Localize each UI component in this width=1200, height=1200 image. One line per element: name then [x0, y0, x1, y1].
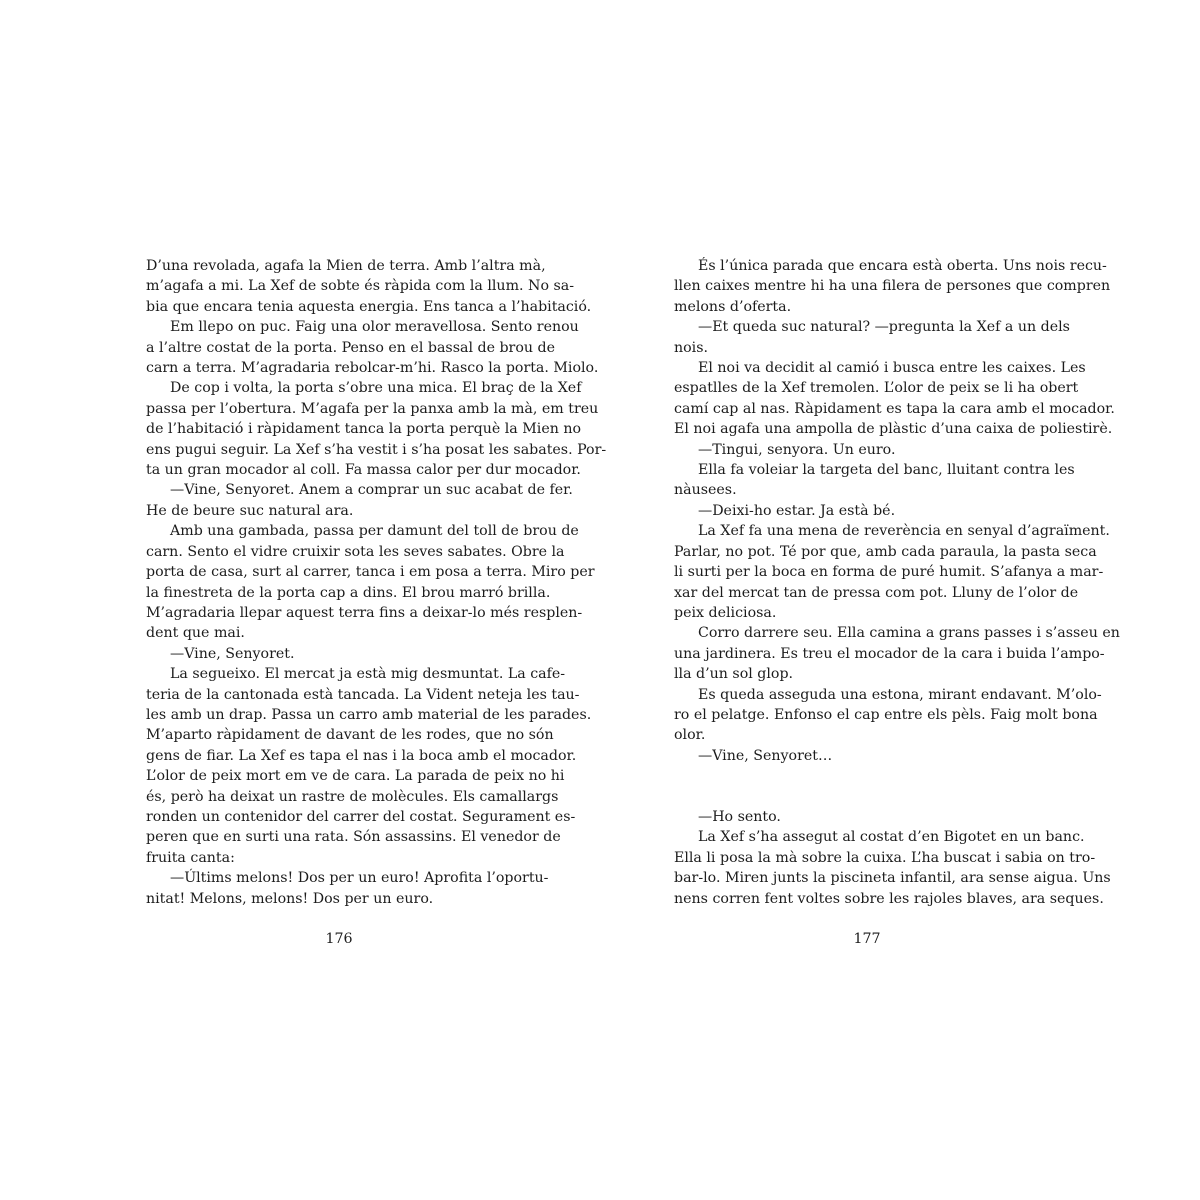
text-line: L’olor de peix mort em ve de cara. La parada de peix no hi [146, 768, 565, 785]
text-line: teria de la cantonada està tancada. La Vident neteja les tau- [146, 686, 580, 703]
text-line: ta un gran mocador al coll. Fa massa calor per dur mocador. [146, 462, 581, 479]
text-line: és, però ha deixat un rastre de molècules. Els camallargs [146, 788, 559, 805]
text-line: Corro darrere seu. Ella camina a grans passes i s’asseu en [698, 625, 1120, 642]
text-line: —Vine, Senyoret. [170, 645, 295, 662]
text-line: De cop i volta, la porta s’obre una mica. El braç de la Xef [170, 380, 582, 397]
text-line: carn a terra. M’agradaria rebolcar-m’hi. Rasco la porta. Miolo. [146, 360, 599, 377]
text-line: nois. [674, 339, 709, 356]
text-line: peren que en surti una rata. Són assassins. El venedor de [146, 829, 561, 846]
text-line: La segueixo. El mercat ja està mig desmuntat. La cafe- [170, 666, 566, 683]
text-line: —Vine, Senyoret. Anem a comprar un suc acabat de fer. [170, 482, 573, 499]
text-line: una jardinera. Es treu el mocador de la cara i buida l’ampo- [674, 645, 1105, 662]
text-line: olor. [674, 727, 706, 744]
text-line: bia que encara tenia aquesta energia. Ens tanca a l’habitació. [146, 298, 592, 315]
text-line: Parlar, no pot. Té por que, amb cada paraula, la pasta seca [674, 543, 1097, 560]
text-line: les amb un drap. Passa un carro amb material de les parades. [146, 706, 592, 723]
text-line: melons d’oferta. [674, 298, 792, 315]
left-page-number: 176 [325, 931, 353, 947]
text-line: la finestreta de la porta cap a dins. El brou marró brilla. [146, 584, 551, 601]
text-line: camí cap al nas. Ràpidament es tapa la cara amb el mocador. [674, 400, 1115, 417]
text-line: passa per l’obertura. M’agafa per la panxa amb la mà, em treu [146, 400, 599, 417]
text-line: Amb una gambada, passa per damunt del toll de brou de [170, 523, 579, 540]
text-line: porta de casa, surt al carrer, tanca i em posa a terra. Miro per [146, 564, 595, 581]
text-line: xar del mercat tan de pressa com pot. Lluny de l’olor de [674, 584, 1079, 601]
right-page-number: 177 [853, 931, 881, 947]
text-line: Ella fa voleiar la targeta del banc, lluitant contra les [698, 462, 1075, 479]
text-line: llen caixes mentre hi ha una filera de persones que compren [674, 278, 1111, 295]
text-line: M’agradaria llepar aquest terra fins a deixar-lo més resplen- [146, 604, 583, 621]
text-line: dent que mai. [146, 625, 245, 642]
text-line: La Xef fa una mena de reverència en senyal d’agraïment. [698, 523, 1110, 540]
text-line: nitat! Melons, melons! Dos per un euro. [146, 890, 434, 907]
text-line: espatlles de la Xef tremolen. L’olor de peix se li ha obert [674, 380, 1079, 397]
text-line: ronden un contenidor del carrer del costat. Segurament es- [146, 808, 576, 825]
text-line: nens corren fent voltes sobre les rajoles blaves, ara seques. [674, 890, 1104, 907]
text-line: —Ho sento. [698, 808, 781, 825]
section-break [674, 766, 1060, 807]
left-page-text [146, 256, 607, 909]
text-line: M’aparto ràpidament de davant de les rodes, que no són [146, 727, 554, 744]
text-line: —Últims melons! Dos per un euro! Aprofita l’oportu- [170, 870, 549, 887]
text-line: —Tingui, senyora. Un euro. [698, 441, 896, 458]
text-line: D’una revolada, agafa la Mien de terra. Amb l’altra mà, [146, 258, 546, 274]
text-line: a l’altre costat de la porta. Penso en el bassal de brou de [146, 339, 556, 356]
text-line: És l’única parada que encara està oberta. Uns nois recu- [698, 258, 1107, 274]
text-line: El noi agafa una ampolla de plàstic d’una caixa de poliestirè. [674, 421, 1113, 438]
text-line: ro el pelatge. Enfonso el cap entre els pèls. Faig molt bona [674, 706, 1098, 723]
text-line: lla d’un sol glop. [674, 666, 794, 683]
text-line: —Deixi-ho estar. Ja està bé. [698, 502, 896, 519]
text-line: Ella li posa la mà sobre la cuixa. L’ha buscat i sabia on tro- [674, 849, 1096, 866]
text-line: carn. Sento el vidre cruixir sota les seves sabates. Obre la [146, 543, 565, 560]
text-line: bar-lo. Miren junts la piscineta infantil, ara sense aigua. Uns [674, 870, 1111, 887]
text-line: El noi va decidit al camió i busca entre les caixes. Les [698, 360, 1086, 377]
text-line: Es queda asseguda una estona, mirant endavant. M’olo- [698, 686, 1102, 703]
text-line: fruita canta: [146, 849, 235, 866]
text-line: m’agafa a mi. La Xef de sobte és ràpida com la llum. No sa- [146, 278, 575, 295]
text-line: La Xef s’ha assegut al costat d’en Bigotet en un banc. [698, 829, 1085, 846]
text-line: ens pugui seguir. La Xef s’ha vestit i s’ha posat les sabates. Por- [146, 441, 607, 458]
text-line: —Vine, Senyoret… [698, 747, 833, 764]
text-line: He de beure suc natural ara. [146, 502, 354, 519]
text-line: —Et queda suc natural? —pregunta la Xef a un dels [698, 319, 1070, 336]
text-line: gens de fiar. La Xef es tapa el nas i la boca amb el mocador. [146, 747, 577, 764]
text-line: li surti per la boca en forma de puré humit. S’afanya a mar- [674, 564, 1104, 581]
text-line: nàusees. [674, 482, 737, 499]
text-line: de l’habitació i ràpidament tanca la porta perquè la Mien no [146, 421, 582, 438]
text-line: peix deliciosa. [674, 604, 777, 621]
text-line: Em llepo on puc. Faig una olor meravellosa. Sento renou [170, 319, 579, 336]
right-page-text [674, 256, 1120, 909]
